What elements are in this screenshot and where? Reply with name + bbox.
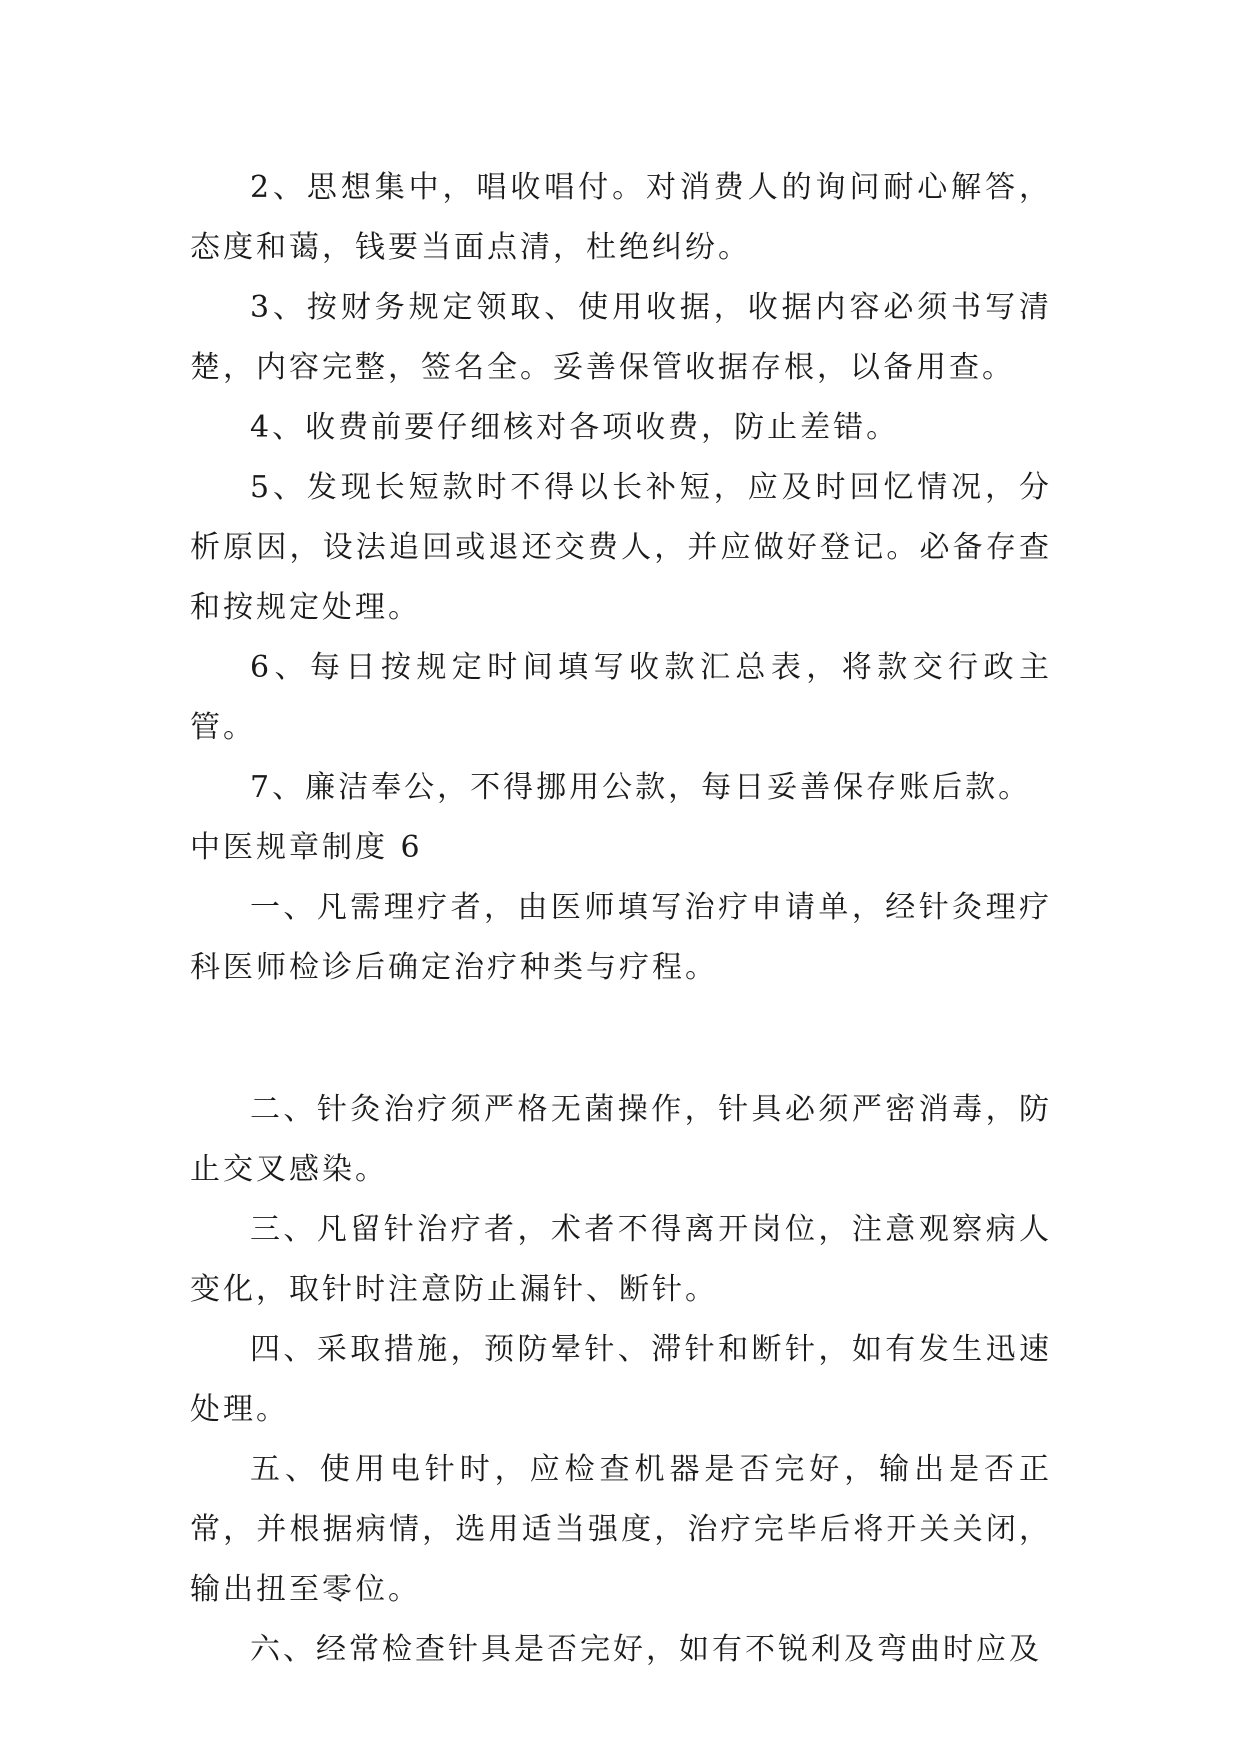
paragraph-item-5: 五、使用电针时，应检查机器是否完好，输出是否正常，并根据病情，选用适当强度，治疗完毕后将开关关闭，输出扭至零位。 [190,1452,1052,1607]
paragraph-item-3: 三、凡留针治疗者，术者不得离开岗位，注意观察病人变化，取针时注意防止漏针、断针。 [190,1212,1052,1307]
paragraph-rule-6: 6、每日按规定时间填写收款汇总表，将款交行政主管。 [190,650,1052,745]
paragraph-item-2: 二、针灸治疗须严格无菌操作，针具必须严密消毒，防止交叉感染。 [190,1092,1052,1187]
section-title: 中医规章制度 6 [190,830,423,865]
paragraph-rule-3: 3、按财务规定领取、使用收据，收据内容必须书写清楚，内容完整，签名全。妥善保管收据存根，以备用查。 [190,290,1052,385]
paragraph-item-1: 一、凡需理疗者，由医师填写治疗申请单，经针灸理疗科医师检诊后确定治疗种类与疗程。 [190,890,1052,985]
paragraph-rule-7: 7、廉洁奉公，不得挪用公款，每日妥善保存账后款。 [250,770,1032,805]
paragraph-rule-4: 4、收费前要仔细核对各项收费，防止差错。 [250,410,900,445]
paragraph-rule-2: 2、思想集中，唱收唱付。对消费人的询问耐心解答，态度和蔼，钱要当面点清，杜绝纠纷。 [190,170,1052,265]
paragraph-item-4: 四、采取措施，预防晕针、滞针和断针，如有发生迅速处理。 [190,1332,1052,1427]
paragraph-item-6: 六、经常检查针具是否完好，如有不锐利及弯曲时应及 [250,1632,1042,1667]
paragraph-gap [190,998,1052,1080]
paragraph-rule-5: 5、发现长短款时不得以长补短，应及时回忆情况，分析原因，设法追回或退还交费人，并应做好登记。必备存查和按规定处理。 [190,470,1052,625]
document-body [190,158,1052,1680]
